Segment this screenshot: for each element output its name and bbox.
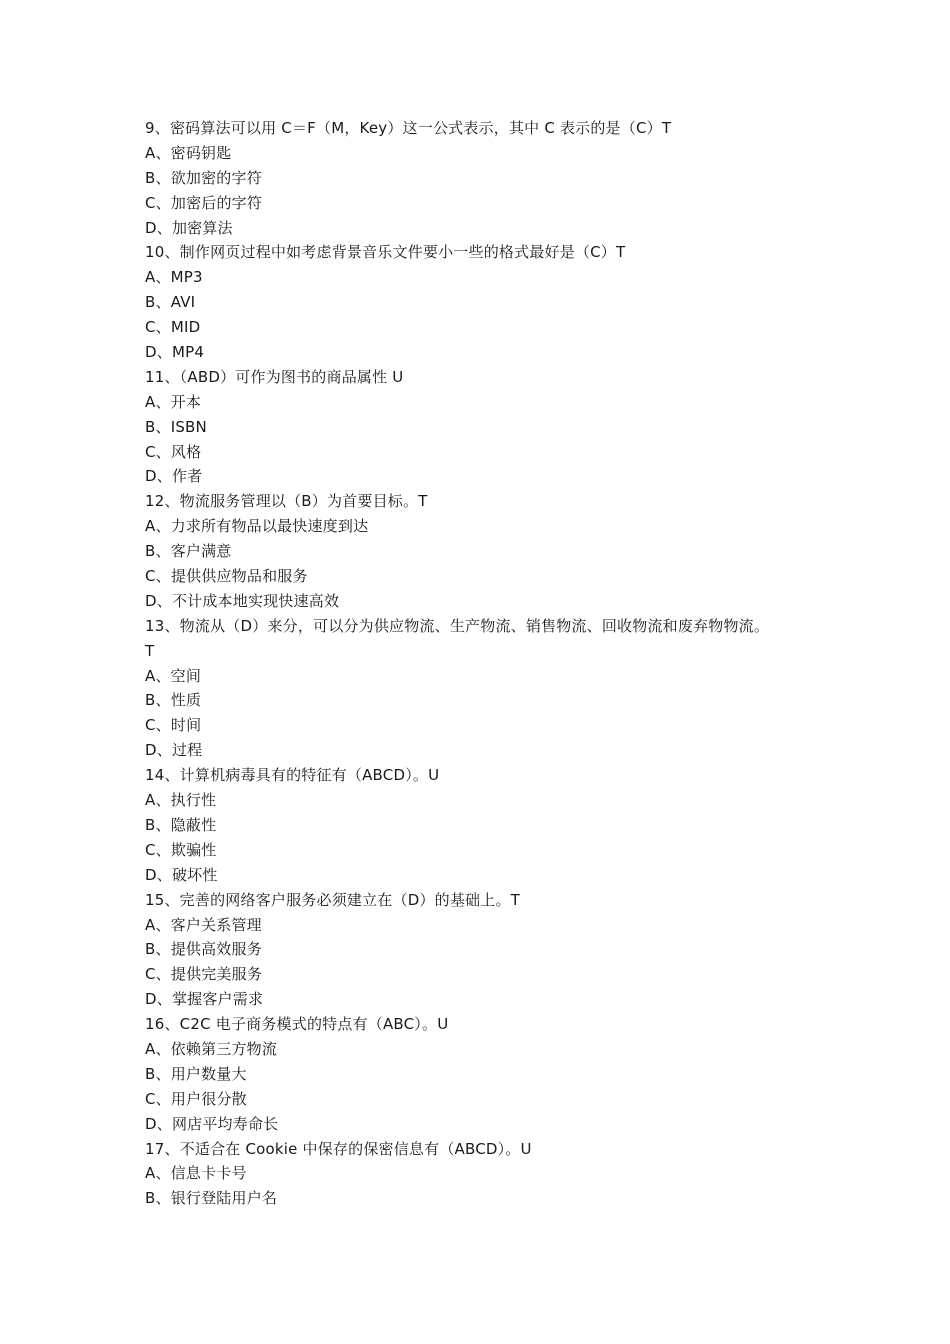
option-d: D、作者 [145, 467, 203, 486]
option-b: B、提供高效服务 [145, 940, 262, 959]
option-c: C、加密后的字符 [145, 193, 263, 212]
option-c: C、时间 [145, 716, 202, 735]
question-13-stem: 13、物流从（D）来分，可以分为供应物流、生产物流、销售物流、回收物流和废弃物物流。 [145, 616, 770, 635]
option-c: C、风格 [145, 442, 202, 461]
option-d: D、网店平均寿命长 [145, 1114, 279, 1133]
question-15-stem: 15、完善的网络客户服务必须建立在（D）的基础上。T [145, 890, 521, 909]
option-b: B、AVI [145, 293, 196, 312]
option-b: B、ISBN [145, 417, 207, 436]
option-c: C、MID [145, 318, 201, 337]
question-10-stem: 10、制作网页过程中如考虑背景音乐文件要小一些的格式最好是（C）T [145, 243, 626, 262]
option-a: A、开本 [145, 392, 202, 411]
option-d: D、MP4 [145, 343, 205, 362]
option-b: B、银行登陆用户名 [145, 1189, 278, 1208]
option-c: C、提供供应物品和服务 [145, 567, 308, 586]
question-9-stem: 9、密码算法可以用 C＝F（M，Key）这一公式表示，其中 C 表示的是（C）T [145, 119, 672, 137]
option-d: D、过程 [145, 741, 203, 760]
option-a: A、执行性 [145, 791, 217, 810]
option-b: B、用户数量大 [145, 1064, 247, 1083]
question-17-stem: 17、不适合在 Cookie 中保存的保密信息有（ABCD）。U [145, 1139, 532, 1158]
option-d: D、破坏性 [145, 865, 218, 884]
option-d: D、不计成本地实现快速高效 [145, 591, 340, 610]
option-a: A、信息卡卡号 [145, 1164, 247, 1183]
option-a: A、密码钥匙 [145, 143, 232, 162]
option-a: A、MP3 [145, 268, 203, 287]
option-c: C、用户很分散 [145, 1089, 247, 1108]
option-c: C、提供完美服务 [145, 965, 263, 984]
question-14-stem: 14、计算机病毒具有的特征有（ABCD）。U [145, 766, 440, 785]
option-d: D、加密算法 [145, 218, 233, 237]
option-a: A、依赖第三方物流 [145, 1039, 278, 1058]
option-d: D、掌握客户需求 [145, 990, 264, 1009]
option-a: A、客户关系管理 [145, 915, 262, 934]
option-b: B、性质 [145, 691, 202, 710]
question-16-stem: 16、C2C 电子商务模式的特点有（ABC）。U [145, 1015, 449, 1034]
question-11-stem: 11、（ABD）可作为图书的商品属性 U [145, 367, 404, 386]
option-c: C、欺骗性 [145, 840, 217, 859]
option-b: B、欲加密的字符 [145, 168, 262, 187]
question-12-stem: 12、物流服务管理以（B）为首要目标。T [145, 492, 428, 511]
option-b: B、客户满意 [145, 542, 232, 561]
question-13-stem-continued: T [145, 641, 155, 660]
question-list [145, 116, 825, 1211]
option-a: A、力求所有物品以最快速度到达 [145, 517, 369, 536]
option-b: B、隐蔽性 [145, 815, 217, 834]
option-a: A、空间 [145, 666, 202, 685]
